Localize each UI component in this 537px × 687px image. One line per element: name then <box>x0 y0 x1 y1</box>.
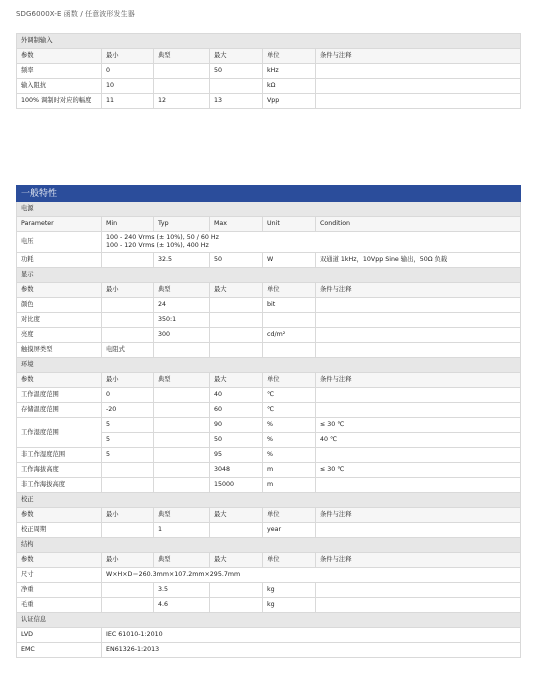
table-cell <box>154 388 210 403</box>
table-cell: bit <box>263 298 316 313</box>
table-row <box>17 298 521 313</box>
table-cell: kg <box>263 583 316 598</box>
table-cell: 工作湿度范围 <box>17 418 102 448</box>
table-cell <box>316 94 521 109</box>
table-cell: 3.5 <box>154 583 210 598</box>
voltage-value <box>102 232 521 253</box>
column-header: 条件与注释 <box>316 508 521 523</box>
table-cell: 4.6 <box>154 598 210 613</box>
column-header: 条件与注释 <box>316 49 521 64</box>
table-title-row <box>17 186 521 202</box>
column-header: Condition <box>316 217 521 232</box>
table-cell: 非工作海拔高度 <box>17 478 102 493</box>
table-cell <box>316 64 521 79</box>
table-cell <box>316 79 521 94</box>
table-cell <box>210 328 263 343</box>
section-title: 结构 <box>17 538 521 553</box>
table-cell: year <box>263 523 316 538</box>
table-cell: 32.5 <box>154 253 210 268</box>
table-cell <box>102 598 154 613</box>
table-row <box>17 568 521 583</box>
table-row <box>17 94 521 109</box>
table-cell: % <box>263 418 316 433</box>
voltage-line: 100 - 240 Vrms (± 10%), 50 / 60 Hz <box>106 234 219 241</box>
table-cell: 0 <box>102 64 154 79</box>
table-cell: -20 <box>102 403 154 418</box>
section-title: 电源 <box>17 202 521 217</box>
table-cell: 输入阻抗 <box>17 79 102 94</box>
table-cell: 40 ℃ <box>316 433 521 448</box>
table-cell: 5 <box>102 418 154 433</box>
table-cell <box>210 298 263 313</box>
column-header: 最小 <box>102 49 154 64</box>
table-cell <box>102 478 154 493</box>
table-cell: 24 <box>154 298 210 313</box>
section-header-row <box>17 613 521 628</box>
table-row <box>17 448 521 463</box>
table-cell <box>154 433 210 448</box>
column-header: 参数 <box>17 373 102 388</box>
table-cell <box>154 64 210 79</box>
table-cell <box>210 313 263 328</box>
column-header: Parameter <box>17 217 102 232</box>
table-cell <box>102 328 154 343</box>
table-cell: 10 <box>102 79 154 94</box>
table-row <box>17 253 521 268</box>
column-header: 最大 <box>210 508 263 523</box>
column-header: 最小 <box>102 508 154 523</box>
table-cell <box>102 523 154 538</box>
column-header: 最大 <box>210 373 263 388</box>
table-cell: m <box>263 478 316 493</box>
column-header: 参数 <box>17 283 102 298</box>
column-header: 参数 <box>17 553 102 568</box>
table-cell: 0 <box>102 388 154 403</box>
column-header-row <box>17 217 521 232</box>
table-cell: 存储温度范围 <box>17 403 102 418</box>
table-cell: 60 <box>210 403 263 418</box>
table-cell: 1 <box>154 523 210 538</box>
table-cell: IEC 61010-1:2010 <box>102 628 521 643</box>
column-header-row <box>17 373 521 388</box>
table-cell <box>154 463 210 478</box>
column-header-row <box>17 508 521 523</box>
section-title: 显示 <box>17 268 521 283</box>
column-header: 最小 <box>102 283 154 298</box>
section-header-row <box>17 358 521 373</box>
table-row <box>17 403 521 418</box>
external-modulation-table <box>16 33 521 109</box>
table-cell <box>316 298 521 313</box>
table-cell: kHz <box>263 64 316 79</box>
column-header: 参数 <box>17 49 102 64</box>
table-cell <box>316 598 521 613</box>
voltage-line: 100 - 120 Vrms (± 10%), 400 Hz <box>106 242 209 249</box>
table-cell: 90 <box>210 418 263 433</box>
table-cell <box>316 313 521 328</box>
column-header: Typ <box>154 217 210 232</box>
column-header: 参数 <box>17 508 102 523</box>
table-cell <box>316 448 521 463</box>
section-header-row <box>17 202 521 217</box>
table-cell: Vpp <box>263 94 316 109</box>
table-cell <box>263 343 316 358</box>
column-header: 典型 <box>154 508 210 523</box>
table-cell <box>154 343 210 358</box>
table-cell <box>316 403 521 418</box>
table-row <box>17 463 521 478</box>
table-cell: kΩ <box>263 79 316 94</box>
table-cell <box>316 388 521 403</box>
table-row <box>17 598 521 613</box>
section-header-row <box>17 268 521 283</box>
table-cell: % <box>263 448 316 463</box>
column-header: 条件与注释 <box>316 373 521 388</box>
column-header: 单位 <box>263 553 316 568</box>
column-header: 单位 <box>263 508 316 523</box>
table-cell: 毛重 <box>17 598 102 613</box>
section-title: 校正 <box>17 493 521 508</box>
section-title: 认证信息 <box>17 613 521 628</box>
table-cell <box>210 79 263 94</box>
table-cell <box>210 598 263 613</box>
column-header: 最大 <box>210 49 263 64</box>
table-cell: 40 <box>210 388 263 403</box>
table-cell: 350:1 <box>154 313 210 328</box>
table-cell <box>154 79 210 94</box>
column-header: 典型 <box>154 373 210 388</box>
table-cell: 13 <box>210 94 263 109</box>
column-header-row <box>17 49 521 64</box>
table-cell <box>316 478 521 493</box>
table-cell: 11 <box>102 94 154 109</box>
table-cell <box>102 298 154 313</box>
table-cell: 工作温度范围 <box>17 388 102 403</box>
table-cell: EMC <box>17 643 102 658</box>
table-row <box>17 523 521 538</box>
column-header: 条件与注释 <box>316 553 521 568</box>
table-cell: 对比度 <box>17 313 102 328</box>
table-cell: m <box>263 463 316 478</box>
table-cell: 50 <box>210 64 263 79</box>
table-cell <box>210 523 263 538</box>
table-row <box>17 313 521 328</box>
section-title: 外调制输入 <box>17 34 521 49</box>
table-cell <box>154 478 210 493</box>
table-cell: W <box>263 253 316 268</box>
table-cell <box>210 583 263 598</box>
table-cell: ℃ <box>263 388 316 403</box>
table-cell: 5 <box>102 433 154 448</box>
table-cell <box>263 313 316 328</box>
table-cell: 双通道 1kHz，10Vpp Sine 输出，50Ω 负载 <box>316 253 521 268</box>
table-row <box>17 388 521 403</box>
table-cell <box>316 328 521 343</box>
table-cell: 50 <box>210 433 263 448</box>
table-cell <box>102 583 154 598</box>
table-cell <box>154 418 210 433</box>
table-cell: % <box>263 433 316 448</box>
table-cell <box>316 583 521 598</box>
table-cell: 5 <box>102 448 154 463</box>
table-cell: 300 <box>154 328 210 343</box>
column-header: 最小 <box>102 553 154 568</box>
section-header-row <box>17 538 521 553</box>
table-row <box>17 328 521 343</box>
column-header: 典型 <box>154 49 210 64</box>
table-cell: cd/m² <box>263 328 316 343</box>
table-row <box>17 64 521 79</box>
table-cell: 触摸屏类型 <box>17 343 102 358</box>
table-cell <box>154 448 210 463</box>
table-cell <box>102 253 154 268</box>
column-header-row <box>17 283 521 298</box>
table-cell: ≤ 30 ℃ <box>316 463 521 478</box>
table-cell: 频率 <box>17 64 102 79</box>
table-row <box>17 418 521 433</box>
table-cell: 颜色 <box>17 298 102 313</box>
table-row <box>17 628 521 643</box>
column-header: 单位 <box>263 49 316 64</box>
table-cell: 12 <box>154 94 210 109</box>
table-cell <box>102 463 154 478</box>
table-row <box>17 343 521 358</box>
section-header-row <box>17 34 521 49</box>
column-header: 典型 <box>154 283 210 298</box>
column-header: 单位 <box>263 373 316 388</box>
table-cell: 功耗 <box>17 253 102 268</box>
table-cell <box>210 343 263 358</box>
column-header-row <box>17 553 521 568</box>
breadcrumb: SDG6000X-E 函数 / 任意波形发生器 <box>16 10 135 18</box>
table-cell: ≤ 30 ℃ <box>316 418 521 433</box>
table-cell: 100% 调制时对应的幅度 <box>17 94 102 109</box>
table-cell: kg <box>263 598 316 613</box>
table-cell: 净重 <box>17 583 102 598</box>
table-cell: 电阻式 <box>102 343 154 358</box>
table-cell: 工作海拔高度 <box>17 463 102 478</box>
general-characteristics-table <box>16 185 521 658</box>
table-cell: 50 <box>210 253 263 268</box>
table-cell <box>102 313 154 328</box>
section-title: 环境 <box>17 358 521 373</box>
table-cell: 尺寸 <box>17 568 102 583</box>
table-cell: 3048 <box>210 463 263 478</box>
table-cell: 校正周期 <box>17 523 102 538</box>
column-header: 单位 <box>263 283 316 298</box>
table-cell <box>154 403 210 418</box>
column-header: 最大 <box>210 553 263 568</box>
table-cell: LVD <box>17 628 102 643</box>
column-header: Max <box>210 217 263 232</box>
section-header-row <box>17 493 521 508</box>
table-cell: 95 <box>210 448 263 463</box>
table-cell: 电压 <box>17 232 102 253</box>
column-header: 最小 <box>102 373 154 388</box>
table-cell: ℃ <box>263 403 316 418</box>
column-header: 最大 <box>210 283 263 298</box>
table-cell: 15000 <box>210 478 263 493</box>
column-header: 典型 <box>154 553 210 568</box>
table-cell <box>316 523 521 538</box>
column-header: Min <box>102 217 154 232</box>
table-cell: 非工作湿度范围 <box>17 448 102 463</box>
dimension-value: W×H×D＝260.3mm×107.2mm×295.7mm <box>102 568 521 583</box>
table-cell <box>316 343 521 358</box>
table-row <box>17 79 521 94</box>
column-header: Unit <box>263 217 316 232</box>
column-header: 条件与注释 <box>316 283 521 298</box>
table-cell: 亮度 <box>17 328 102 343</box>
table-row <box>17 583 521 598</box>
table-cell: EN61326-1:2013 <box>102 643 521 658</box>
table-row <box>17 232 521 253</box>
table-row <box>17 643 521 658</box>
table-row <box>17 478 521 493</box>
table-title: 一般特性 <box>17 186 521 202</box>
